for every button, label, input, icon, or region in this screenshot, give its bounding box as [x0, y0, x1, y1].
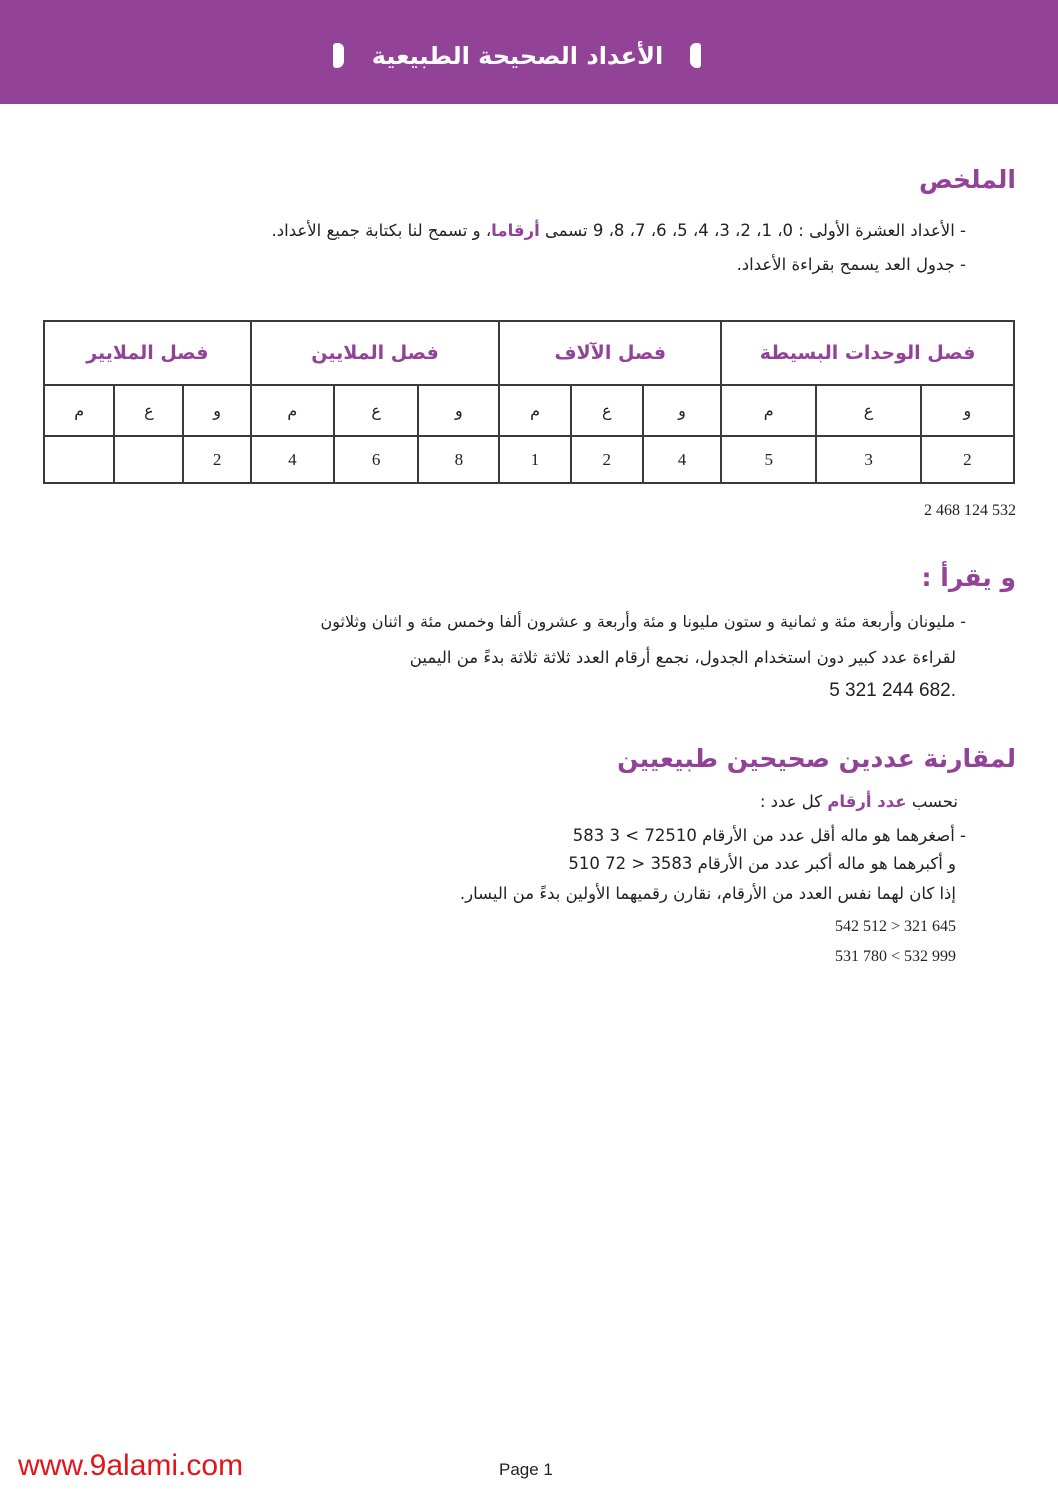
digit-cell [44, 436, 114, 483]
digit-cell: 4 [643, 436, 721, 483]
comparison-intro-after: كل عدد : [759, 792, 828, 811]
comparison-intro-before: نحسب [906, 792, 958, 811]
page-number: Page 1 [499, 1460, 553, 1479]
digit-cell: 5 [721, 436, 816, 483]
digit-cell: 2 [183, 436, 250, 483]
class-billions: فصل الملايير [44, 321, 251, 385]
rank-cell: ع [334, 385, 418, 436]
rank-cell: م [721, 385, 816, 436]
comparison-example-2: 531 780 < 532 999 [834, 948, 956, 965]
summary-line-digits-before: - الأعداد العشرة الأولى : 0، 1، 2، 3، 4، 5، 6، 7، 8، 9 تسمى [539, 221, 966, 240]
reading-line-words: - مليونان وأربعة مئة و ثمانية و ستون مليونا و مئة وأربعة و عشرون ألفا وخمس مئة و اثنان وثلاثون [320, 612, 966, 631]
rank-cell: و [921, 385, 1014, 436]
header-decoration-left [333, 43, 344, 68]
table-class-row [44, 321, 1014, 385]
digit-cell: 2 [571, 436, 643, 483]
comparison-intro [760, 789, 958, 815]
digit-cell: 6 [334, 436, 418, 483]
digit-cell: 4 [251, 436, 334, 483]
digit-cell: 1 [499, 436, 570, 483]
rank-cell: ع [114, 385, 183, 436]
comparison-line-same-digits: إذا كان لهما نفس العدد من الأرقام، نقارن رقميهما الأولين بدءً من اليسار. [459, 884, 956, 903]
comparison-example-1: 542 512 > 321 645 [834, 918, 956, 935]
summary-line-digits [272, 218, 966, 244]
page-title: الأعداد الصحيحة الطبيعية [371, 42, 664, 70]
comparison-heading: لمقارنة عددين صحيحين طبيعيين [617, 744, 1016, 773]
rank-cell: ع [816, 385, 920, 436]
summary-heading: الملخص [918, 165, 1016, 194]
digits-term-highlight: أرقاما [491, 221, 540, 240]
digit-cell [114, 436, 183, 483]
rank-cell: م [251, 385, 334, 436]
reading-example-number: 5 321 244 682. [829, 680, 956, 701]
reading-line-method: لقراءة عدد كبير دون استخدام الجدول، نجمع أرقام العدد ثلاثة ثلاثة بدءً من اليمين [409, 648, 956, 667]
number-example: 2 468 124 532 [924, 502, 1016, 519]
reading-heading: و يقرأ : [921, 563, 1016, 592]
summary-line-table: - جدول العد يسمح بقراءة الأعداد. [736, 255, 966, 274]
class-millions: فصل الملايين [251, 321, 500, 385]
summary-line-digits-after: ، و تسمح لنا بكتابة جميع الأعداد. [271, 221, 492, 240]
table-rank-row [44, 385, 1014, 436]
comparison-line-smaller: - أصغرهما هو ماله أقل عدد من الأرقام 72510 > 3 583 [572, 826, 966, 845]
rank-cell: و [183, 385, 250, 436]
rank-cell: و [643, 385, 721, 436]
digit-count-highlight: عدد أرقام [827, 792, 907, 811]
header-bar [0, 0, 1058, 104]
comparison-line-larger: و أكبرهما هو ماله أكبر عدد من الأرقام 3583 < 72 510 [568, 854, 956, 873]
rank-cell: م [44, 385, 114, 436]
class-thousands: فصل الآلاف [499, 321, 721, 385]
rank-cell: م [499, 385, 570, 436]
website-link[interactable]: www.9alami.com [18, 1449, 244, 1482]
class-units: فصل الوحدات البسيطة [721, 321, 1014, 385]
digit-cell: 8 [418, 436, 499, 483]
rank-cell: و [418, 385, 499, 436]
rank-cell: ع [571, 385, 643, 436]
table-digit-row [44, 436, 1014, 483]
header-decoration-right [690, 43, 701, 68]
digit-cell: 3 [816, 436, 920, 483]
counting-table [43, 320, 1015, 484]
digit-cell: 2 [921, 436, 1014, 483]
